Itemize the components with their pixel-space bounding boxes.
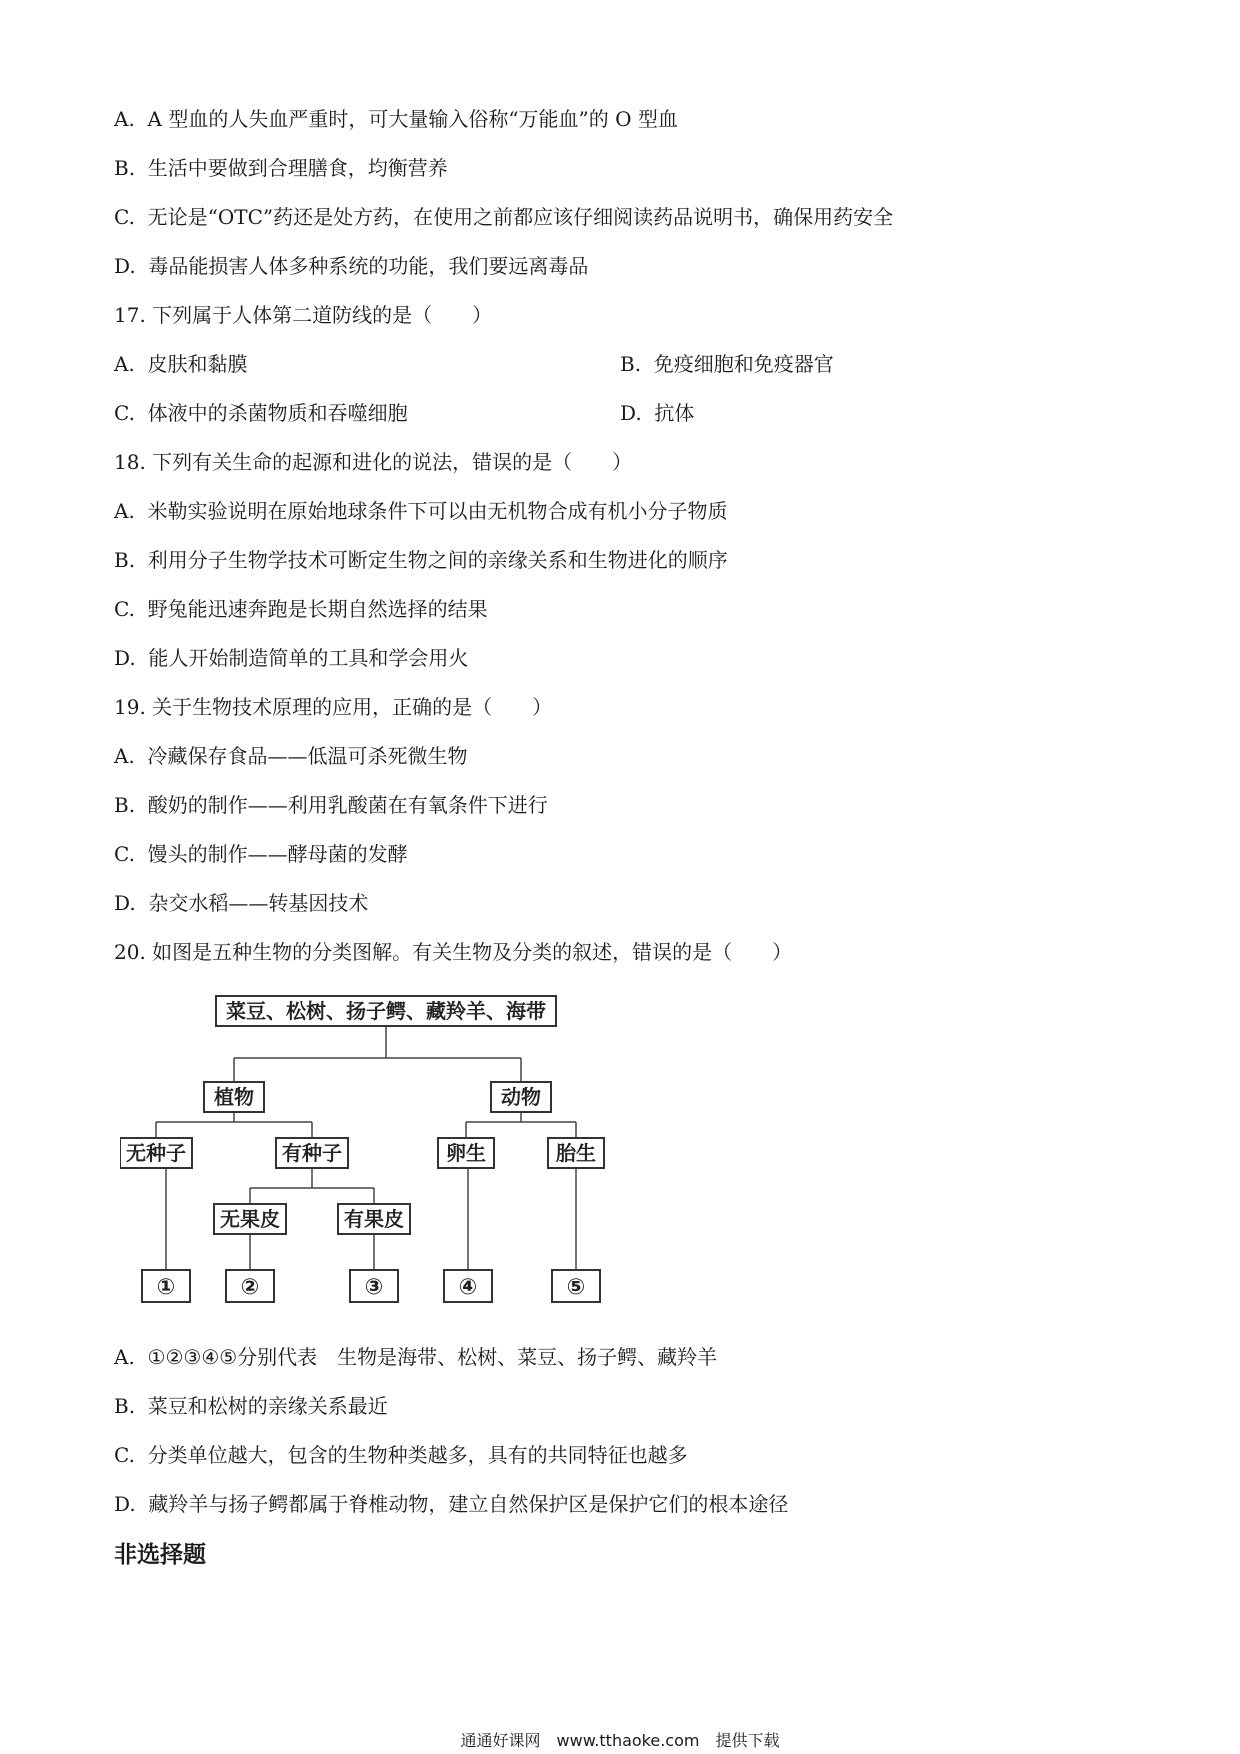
- q16-option-d: [114, 253, 588, 279]
- q18-stem: 18. 下列有关生命的起源和进化的说法，错误的是（ ）: [114, 450, 633, 474]
- option-letter: A.: [114, 107, 135, 131]
- option-letter: C.: [114, 1443, 135, 1467]
- option-letter: C.: [114, 842, 135, 866]
- q19-option-b: [114, 792, 548, 818]
- root-label: 菜豆、松树、扬子鳄、藏羚羊、海带: [226, 999, 546, 1023]
- option-letter: D.: [114, 891, 136, 915]
- no-seed-label: 无种子: [126, 1141, 186, 1165]
- q16-option-a: [114, 106, 678, 132]
- option-letter: C.: [114, 597, 135, 621]
- option-letter: A.: [114, 499, 135, 523]
- option-text: 藏羚羊与扬子鳄都属于脊椎动物，建立自然保护区是保护它们的根本途径: [148, 1492, 789, 1516]
- option-letter: C.: [114, 205, 135, 229]
- q17-option-a: [114, 351, 248, 377]
- option-text: 冷藏保存食品——低温可杀死微生物: [147, 744, 468, 768]
- q20-option-b: [114, 1393, 388, 1419]
- page-footer: 通通好课网 www.tthaoke.com 提供下载: [460, 1731, 780, 1750]
- q19-option-c: [114, 841, 408, 867]
- no-pericarp-label: 无果皮: [220, 1207, 280, 1231]
- q16-option-b: [114, 155, 448, 181]
- option-text: 野兔能迅速奔跑是长期自然选择的结果: [147, 597, 488, 621]
- option-letter: A.: [114, 744, 135, 768]
- q20-option-c: [114, 1442, 688, 1468]
- option-letter: C.: [114, 401, 135, 425]
- option-letter: B.: [114, 1394, 136, 1418]
- organism-1-label: ①: [156, 1275, 176, 1300]
- q19-option-a: [114, 743, 468, 769]
- q16-option-c: [114, 204, 893, 230]
- option-text: 菜豆和松树的亲缘关系最近: [147, 1394, 388, 1418]
- option-text: 无论是“OTC”药还是处方药，在使用之前都应该仔细阅读药品说明书，确保用药安全: [147, 205, 894, 229]
- q20-option-a: [114, 1344, 717, 1370]
- option-letter: B.: [114, 156, 136, 180]
- option-text: 体液中的杀菌物质和吞噬细胞: [147, 401, 408, 425]
- oviparous-label: 卵生: [446, 1141, 486, 1165]
- option-letter: D.: [114, 1492, 136, 1516]
- animal-label: 动物: [501, 1085, 541, 1109]
- q18-option-d: [114, 645, 468, 671]
- q20-option-d: [114, 1491, 788, 1517]
- option-letter: A.: [114, 352, 135, 376]
- option-text: ①②③④⑤分别代表 生物是海带、松树、菜豆、扬子鳄、藏羚羊: [147, 1345, 718, 1369]
- q17-option-d: [620, 400, 694, 426]
- organism-5-label: ⑤: [566, 1275, 586, 1300]
- option-text: 分类单位越大，包含的生物种类越多，具有的共同特征也越多: [147, 1443, 688, 1467]
- q18-option-a: [114, 498, 728, 524]
- q19-option-d: [114, 890, 368, 916]
- organism-3-label: ③: [364, 1275, 384, 1300]
- option-text: 抗体: [654, 401, 695, 425]
- option-text: 免疫细胞和免疫器官: [653, 352, 834, 376]
- option-text: 生活中要做到合理膳食，均衡营养: [147, 156, 448, 180]
- q17-option-b: [620, 351, 834, 377]
- plant-label: 植物: [214, 1085, 254, 1109]
- option-text: A 型血的人失血严重时，可大量输入俗称“万能血”的 O 型血: [147, 107, 678, 131]
- viviparous-label: 胎生: [556, 1141, 596, 1165]
- has-pericarp-label: 有果皮: [344, 1207, 404, 1231]
- option-text: 馒头的制作——酵母菌的发酵: [147, 842, 408, 866]
- organism-2-label: ②: [240, 1275, 260, 1300]
- q17-option-c: [114, 400, 408, 426]
- option-letter: B.: [620, 352, 642, 376]
- option-letter: D.: [114, 254, 136, 278]
- has-seed-label: 有种子: [282, 1141, 342, 1165]
- option-text: 酸奶的制作——利用乳酸菌在有氧条件下进行: [147, 793, 548, 817]
- option-letter: D.: [620, 401, 642, 425]
- classification-diagram: [120, 992, 620, 1312]
- option-text: 毒品能损害人体多种系统的功能，我们要远离毒品: [148, 254, 589, 278]
- q17-stem: 17. 下列属于人体第二道防线的是（ ）: [114, 303, 493, 327]
- q20-stem: 20. 如图是五种生物的分类图解。有关生物及分类的叙述，错误的是（ ）: [114, 940, 793, 964]
- option-text: 米勒实验说明在原始地球条件下可以由无机物合成有机小分子物质: [147, 499, 728, 523]
- section-title: 非选择题: [114, 1542, 206, 1568]
- q19-stem: 19. 关于生物技术原理的应用，正确的是（ ）: [114, 695, 553, 719]
- option-letter: B.: [114, 548, 136, 572]
- q18-option-b: [114, 547, 728, 573]
- option-text: 利用分子生物学技术可断定生物之间的亲缘关系和生物进化的顺序: [147, 548, 728, 572]
- option-letter: A.: [114, 1345, 135, 1369]
- option-letter: B.: [114, 793, 136, 817]
- option-text: 能人开始制造简单的工具和学会用火: [148, 646, 469, 670]
- q18-option-c: [114, 596, 488, 622]
- organism-4-label: ④: [458, 1275, 478, 1300]
- option-text: 杂交水稻——转基因技术: [148, 891, 369, 915]
- option-text: 皮肤和黏膜: [147, 352, 248, 376]
- option-letter: D.: [114, 646, 136, 670]
